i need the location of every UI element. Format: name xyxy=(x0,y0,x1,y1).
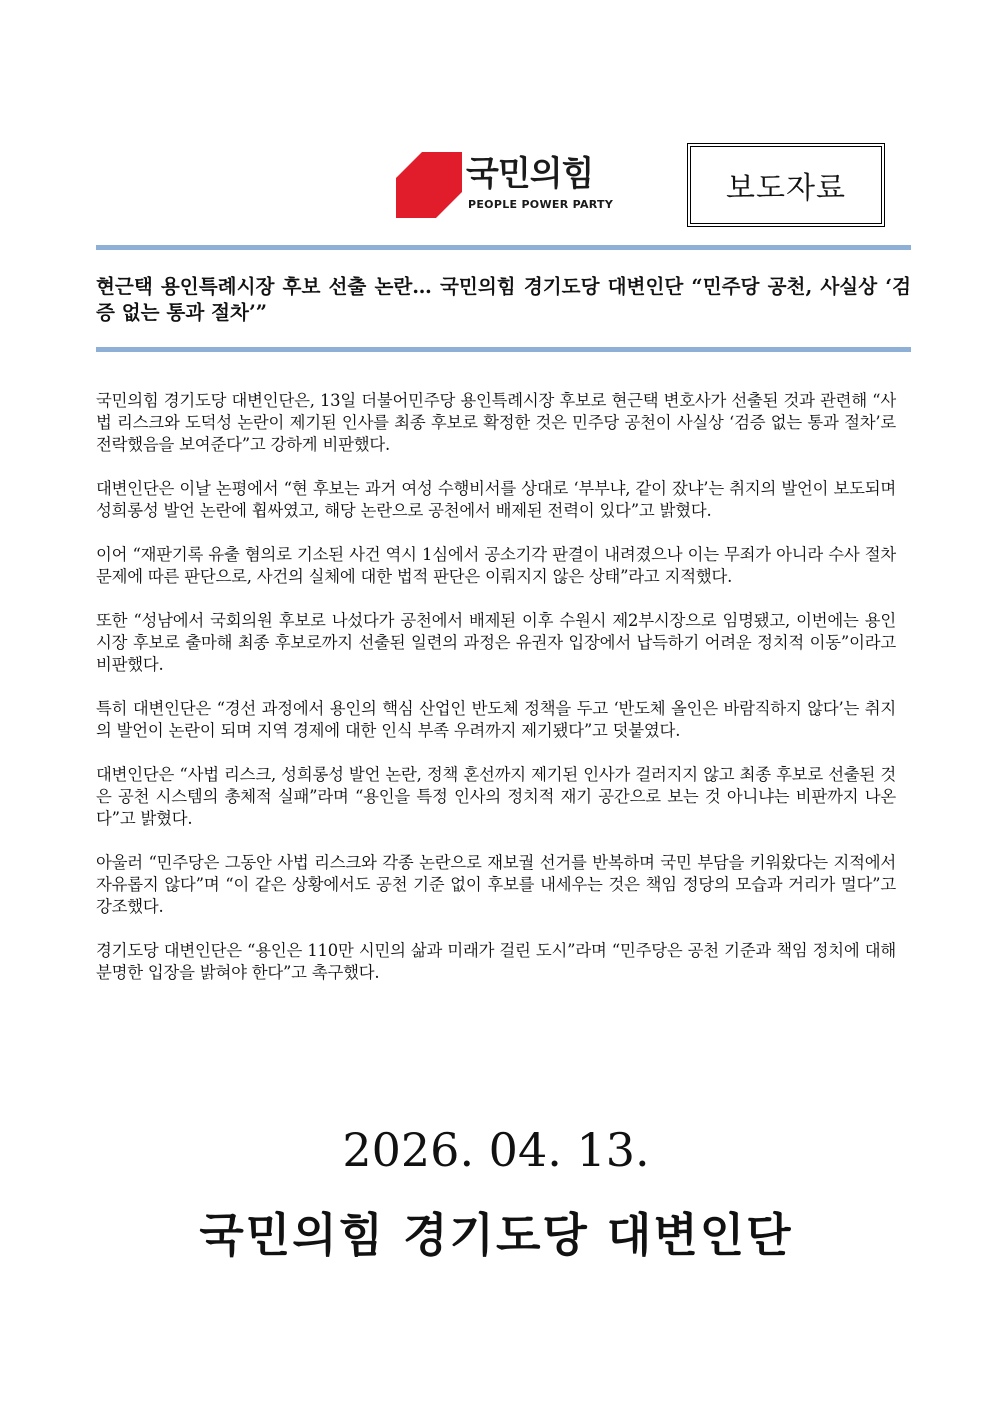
logo-korean-text: 국민의힘 xyxy=(466,154,594,194)
headline: 현근택 용인특례시장 후보 선출 논란… 국민의힘 경기도당 대변인단 “민주당 공천, 사실상 ‘검증 없는 통과 절차’” xyxy=(96,275,911,324)
paragraph: 이어 “재판기록 유출 혐의로 기소된 사건 역시 1심에서 공소기각 판결이 내려졌으나 이는 무죄가 아니라 수사 절차 문제에 따른 판단으로, 사건의 실체에 대한 법적 판단은 이뤄지지 않은 상태”라고 지적했다. xyxy=(96,545,896,586)
party-logo xyxy=(396,152,614,218)
paragraph: 대변인단은 이날 논평에서 “현 후보는 과거 여성 수행비서를 상대로 ‘부부냐, 같이 잤냐’는 취지의 발언이 보도되며 성희롱성 발언 논란에 휩싸였고, 해당 논란으로 공천에서 배제된 전력이 있다”고 밝혔다. xyxy=(96,479,896,520)
release-date: 2026. 04. 13. xyxy=(342,1123,650,1177)
paragraph: 국민의힘 경기도당 대변인단은, 13일 더불어민주당 용인특례시장 후보로 현근택 변호사가 선출된 것과 관련해 “사법 리스크와 도덕성 논란이 제기된 인사를 최종 후보로 확정한 것은 민주당 공천이 사실상 ‘검증 없는 통과 절차’로 전락했음을 보여준다”고 강하게 비판했다. xyxy=(96,391,896,454)
paragraph: 특히 대변인단은 “경선 과정에서 용인의 핵심 산업인 반도체 정책을 두고 ‘반도체 올인은 바람직하지 않다’는 취지의 발언이 논란이 되며 지역 경제에 대한 인식 부족 우려까지 제기됐다”고 덧붙였다. xyxy=(96,699,896,740)
article-body xyxy=(96,390,896,1006)
press-release-label: 보도자료 xyxy=(687,143,885,227)
paragraph: 경기도당 대변인단은 “용인은 110만 시민의 삶과 미래가 걸린 도시”라며 “민주당은 공천 기준과 책임 정치에 대해 분명한 입장을 밝혀야 한다”고 촉구했다. xyxy=(96,941,896,982)
headline-top-rule xyxy=(96,245,911,250)
logo-mark-shape xyxy=(396,152,462,218)
issuing-organization: 국민의힘 경기도당 대변인단 xyxy=(199,1208,793,1262)
party-logo-icon xyxy=(396,152,462,218)
paragraph: 대변인단은 “사법 리스크, 성희롱성 발언 논란, 정책 혼선까지 제기된 인사가 걸러지지 않고 최종 후보로 선출된 것은 공천 시스템의 총체적 실패”라며 “용인을 특정 인사의 정치적 재기 공간으로 보는 것 아니냐는 비판까지 나온다”고 밝혔다. xyxy=(96,765,896,828)
headline-bottom-rule xyxy=(96,347,911,352)
paragraph: 또한 “성남에서 국회의원 후보로 나섰다가 공천에서 배제된 이후 수원시 제2부시장으로 임명됐고, 이번에는 용인시장 후보로 출마해 최종 후보로까지 선출된 일련의 과정은 유권자 입장에서 납득하기 어려운 정치적 이동”이라고 비판했다. xyxy=(96,611,896,674)
logo-english-text: PEOPLE POWER PARTY xyxy=(468,198,614,211)
paragraph: 아울러 “민주당은 그동안 사법 리스크와 각종 논란으로 재보궐 선거를 반복하며 국민 부담을 키워왔다는 지적에서 자유롭지 않다”며 “이 같은 상황에서도 공천 기준 없이 후보를 내세우는 것은 책임 정당의 모습과 거리가 멀다”고 강조했다. xyxy=(96,853,896,916)
